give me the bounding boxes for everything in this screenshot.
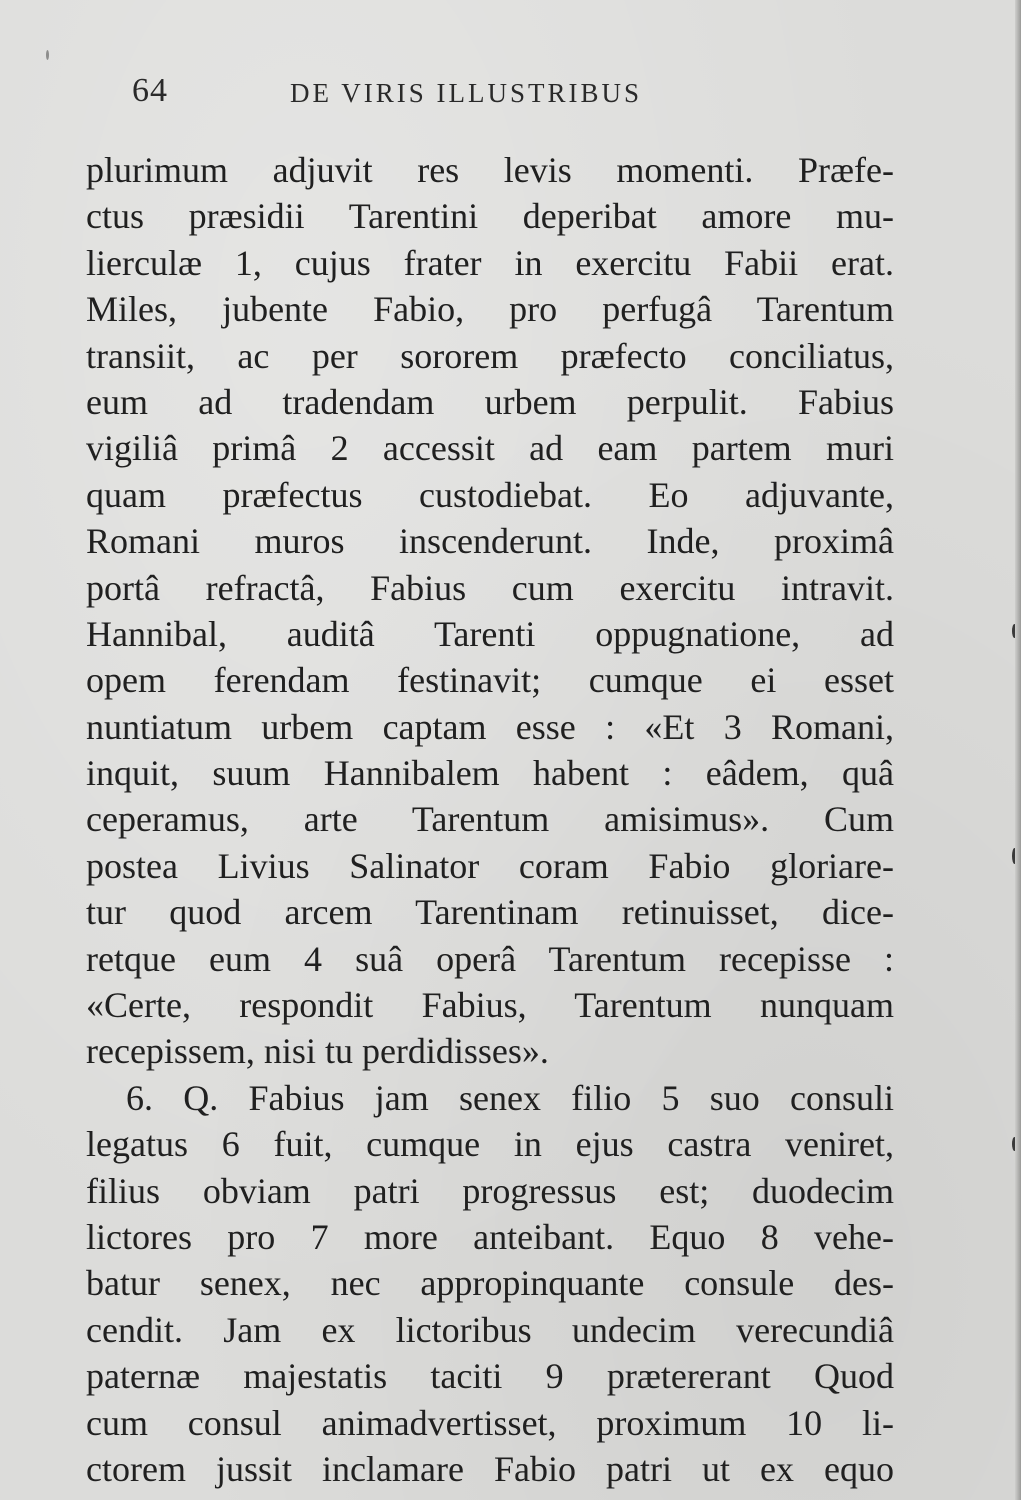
page-number: 64: [132, 72, 168, 109]
text-line: opem ferendam festinavit; cumque ei esset: [86, 660, 894, 701]
text-line: nuntiatum urbem captam esse : «Et 3 Romani,: [86, 706, 894, 747]
text-line: ctorem jussit inclamare Fabio patri ut ex equo: [86, 1448, 894, 1489]
text-line: lierculæ 1, cujus frater in exercitu Fabii erat.: [86, 242, 894, 283]
text-line: Romani muros inscenderunt. Inde, proximâ: [86, 521, 894, 562]
text-line: batur senex, nec appropinquante consule des-: [86, 1263, 894, 1304]
text-line: «Certe, respondit Fabius, Tarentum nunquam: [86, 985, 894, 1026]
text-line: legatus 6 fuit, cumque in ejus castra veniret,: [86, 1124, 894, 1165]
text-line: quam præfectus custodiebat. Eo adjuvante,: [86, 474, 894, 515]
body-text: [86, 147, 894, 1492]
text-line: cum consul animadvertisset, proximum 10 li-: [86, 1402, 894, 1443]
text-line: cendit. Jam ex lictoribus undecim verecundiâ: [86, 1309, 894, 1350]
text-line: plurimum adjuvit res levis momenti. Præfe-: [86, 150, 894, 190]
text-line: Miles, jubente Fabio, pro perfugâ Tarentum: [86, 289, 894, 330]
text-line: inquit, suum Hannibalem habent : eâdem, quâ: [86, 753, 894, 794]
text-line: filius obviam patri progressus est; duodecim: [86, 1170, 894, 1211]
text-line: ctus præsidii Tarentini deperibat amore mu-: [86, 196, 894, 237]
text-line: transiit, ac per sororem præfecto conciliatus,: [86, 335, 894, 376]
page-header: [0, 72, 1021, 112]
text-line: vigiliâ primâ 2 accessit ad eam partem muri: [86, 428, 894, 469]
text-line: eum ad tradendam urbem perpulit. Fabius: [86, 381, 894, 422]
text-line: retque eum 4 suâ operâ Tarentum recepisse :: [86, 938, 894, 979]
page-edge-shadow: [1015, 0, 1021, 1500]
text-line: Hannibal, auditâ Tarenti oppugnatione, ad: [86, 613, 894, 654]
ink-speck: [46, 50, 49, 60]
text-line: lictores pro 7 more anteibant. Equo 8 vehe-: [86, 1216, 894, 1257]
text-line: portâ refractâ, Fabius cum exercitu intravit.: [86, 567, 894, 608]
text-line: recepissem, nisi tu perdidisses».: [86, 1031, 549, 1072]
text-line: tur quod arcem Tarentinam retinuisset, dice-: [86, 892, 894, 933]
running-head: DE VIRIS ILLUSTRIBUS: [290, 78, 643, 108]
text-line: paternæ majestatis taciti 9 prætererant Quod: [86, 1356, 894, 1397]
text-line: postea Livius Salinator coram Fabio gloriare-: [86, 845, 894, 886]
text-line: 6. Q. Fabius jam senex filio 5 suo consuli: [126, 1077, 894, 1118]
text-line: ceperamus, arte Tarentum amisimus». Cum: [86, 799, 894, 840]
